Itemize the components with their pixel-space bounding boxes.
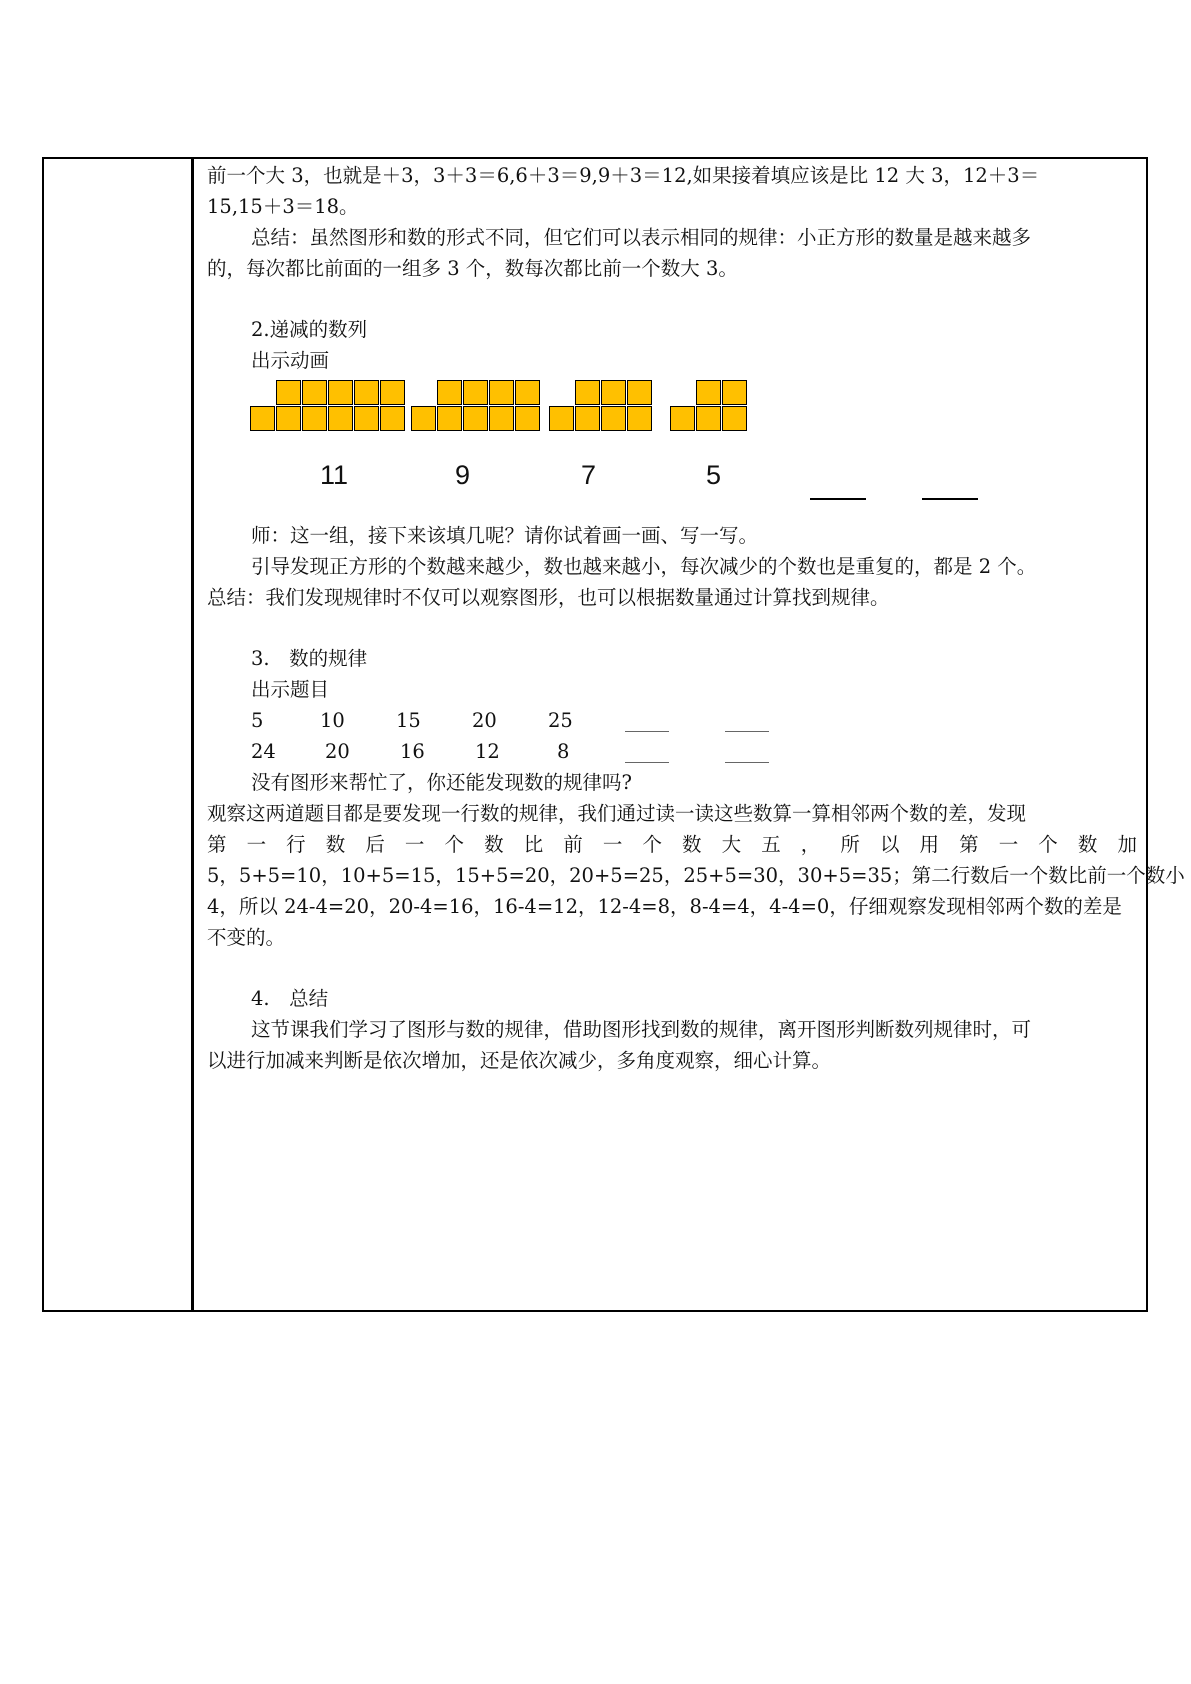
text-line: 5，5+5=10，10+5=15，15+5=20，20+5=25，25+5=30，30+5=35；第二行数后一个数比前一个数小 [207, 864, 1185, 887]
summary-line: 的，每次都比前面的一组多 3 个，数每次都比前一个数大 3。 [207, 257, 738, 280]
answer-blank[interactable] [725, 762, 769, 763]
square-block [515, 406, 540, 431]
square-block [722, 380, 747, 405]
square-block [276, 406, 301, 431]
sequence-value: 15 [396, 709, 421, 732]
sequence-value: 20 [472, 709, 497, 732]
square-figures [207, 376, 1137, 520]
square-block [670, 406, 695, 431]
section-heading: 3. 数的规律 [251, 647, 368, 670]
lesson-content [207, 159, 1185, 1076]
square-block [463, 380, 488, 405]
square-block [437, 380, 462, 405]
section-subheading: 出示动画 [251, 349, 330, 372]
sequence-value: 16 [400, 740, 425, 763]
figure-count-label: 7 [581, 460, 597, 490]
square-block [489, 406, 514, 431]
figure-count-label: 9 [455, 460, 471, 490]
text-line: 观察这两道题目都是要发现一行数的规律，我们通过读一读这些数算一算相邻两个数的差，发现 [207, 802, 1027, 825]
square-block [575, 380, 600, 405]
text-line: 4，所以 24-4=20，20-4=16，16-4=12，12-4=8，8-4=4，4-4=0，仔细观察发现相邻两个数的差是 [207, 895, 1122, 918]
square-block [328, 406, 353, 431]
square-block [722, 406, 747, 431]
square-block [601, 406, 626, 431]
figure-count-label: 11 [320, 460, 349, 490]
text-line: 第一行数后一个数比前一个数大五，所以用第一个数加 [207, 833, 1137, 856]
square-block [250, 406, 275, 431]
sequence-row-1 [207, 705, 1137, 736]
sequence-value: 20 [325, 740, 350, 763]
square-block [696, 380, 721, 405]
square-block [328, 380, 353, 405]
sequence-value: 25 [548, 709, 573, 732]
square-block [549, 406, 574, 431]
sequence-value: 12 [475, 740, 500, 763]
square-block [380, 406, 405, 431]
text-line: 以进行加减来判断是依次增加，还是依次减少，多角度观察，细心计算。 [207, 1049, 832, 1072]
section-subheading: 出示题目 [251, 678, 330, 701]
text-line: 引导发现正方形的个数越来越少，数也越来越小，每次减少的个数也是重复的，都是 2 个。 [251, 555, 1037, 578]
square-block [276, 380, 301, 405]
square-block [354, 406, 379, 431]
square-block [627, 406, 652, 431]
summary-line: 总结：虽然图形和数的形式不同，但它们可以表示相同的规律：小正方形的数量是越来越多 [251, 226, 1032, 249]
sequence-value: 24 [251, 740, 276, 763]
answer-blank[interactable] [810, 498, 866, 500]
text-line: 15,15＋3＝18。 [207, 195, 359, 218]
section-heading: 2.递减的数列 [251, 318, 368, 341]
text-line: 这节课我们学习了图形与数的规律，借助图形找到数的规律，离开图形判断数列规律时，可 [251, 1018, 1032, 1041]
square-block [437, 406, 462, 431]
summary-line: 总结：我们发现规律时不仅可以观察图形，也可以根据数量通过计算找到规律。 [207, 586, 890, 609]
square-block [627, 380, 652, 405]
section-heading: 4. 总结 [251, 987, 329, 1010]
square-block [696, 406, 721, 431]
text-line: 前一个大 3，也就是＋3，3＋3＝6,6＋3＝9,9＋3＝12,如果接着填应该是比 12 大 3，12＋3＝ [207, 164, 1040, 187]
square-block [601, 380, 626, 405]
answer-blank[interactable] [725, 731, 769, 732]
square-block [489, 380, 514, 405]
square-block [575, 406, 600, 431]
sequence-value: 10 [320, 709, 345, 732]
lesson-table [42, 157, 1185, 1312]
square-block [463, 406, 488, 431]
text-line: 不变的。 [207, 926, 286, 949]
question-line: 没有图形来帮忙了，你还能发现数的规律吗? [251, 771, 632, 794]
square-block [302, 380, 327, 405]
square-block [515, 380, 540, 405]
answer-blank[interactable] [625, 731, 669, 732]
sequence-value: 5 [251, 709, 264, 732]
answer-blank[interactable] [625, 762, 669, 763]
square-block [411, 406, 436, 431]
sequence-row-2 [207, 736, 1137, 767]
figure-count-label: 5 [706, 460, 722, 490]
text-line: 师：这一组，接下来该填几呢？请你试着画一画、写一写。 [251, 524, 759, 547]
square-block [302, 406, 327, 431]
left-column [44, 159, 194, 1310]
square-block [380, 380, 405, 405]
sequence-value: 8 [557, 740, 570, 763]
square-block [354, 380, 379, 405]
answer-blank[interactable] [922, 498, 978, 500]
